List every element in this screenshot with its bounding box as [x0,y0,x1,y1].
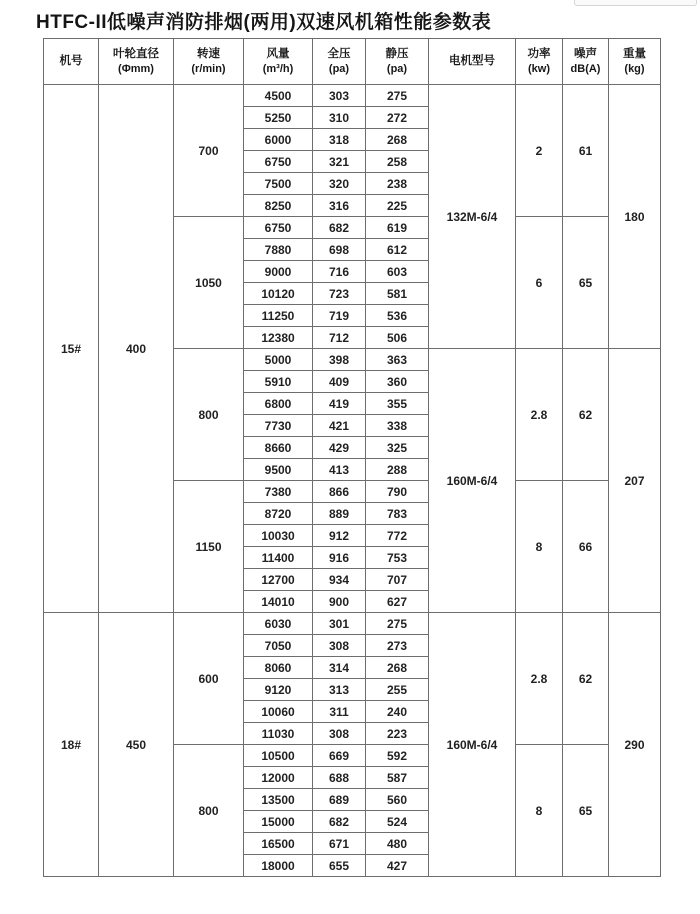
col-header-motor-model [429,39,516,85]
header-unit: (kw) [528,62,550,75]
cell-static-pressure: 560 [366,789,429,811]
cell-airflow: 10120 [244,283,313,305]
cell-static-pressure: 707 [366,569,429,591]
cell-airflow: 6000 [244,129,313,151]
cell-airflow: 8250 [244,195,313,217]
cell-airflow: 14010 [244,591,313,613]
cell-noise: 62 [563,613,609,745]
cell-speed: 800 [174,745,244,877]
cell-airflow: 7380 [244,481,313,503]
col-header-airflow [244,39,313,85]
header-label: 功率 [527,47,551,60]
col-header-speed [174,39,244,85]
cell-static-pressure: 240 [366,701,429,723]
cell-airflow: 7880 [244,239,313,261]
cell-total-pressure: 712 [313,327,366,349]
cell-power: 8 [516,745,563,877]
header-unit: (pa) [386,62,408,75]
cell-speed: 800 [174,349,244,481]
header-label: 电机型号 [449,55,495,68]
cell-airflow: 6750 [244,217,313,239]
cell-airflow: 11030 [244,723,313,745]
cell-weight: 207 [609,349,661,613]
header-unit: (kg) [624,62,645,75]
cell-total-pressure: 655 [313,855,366,877]
cell-total-pressure: 912 [313,525,366,547]
col-header-power [516,39,563,85]
cell-total-pressure: 308 [313,723,366,745]
header-label: 静压 [385,47,409,60]
cell-static-pressure: 223 [366,723,429,745]
cell-airflow: 12700 [244,569,313,591]
cell-airflow: 18000 [244,855,313,877]
cell-total-pressure: 398 [313,349,366,371]
col-header-total-pressure [313,39,366,85]
cell-airflow: 12380 [244,327,313,349]
col-header-diameter [99,39,174,85]
cell-static-pressure: 268 [366,657,429,679]
cell-noise: 65 [563,745,609,877]
cell-airflow: 13500 [244,789,313,811]
cell-airflow: 6800 [244,393,313,415]
header-unit: (Φmm) [118,62,154,75]
cell-total-pressure: 301 [313,613,366,635]
header-label: 重量 [623,47,646,60]
cell-weight: 290 [609,613,661,877]
cell-static-pressure: 288 [366,459,429,481]
cell-power: 6 [516,217,563,349]
cell-static-pressure: 225 [366,195,429,217]
cell-airflow: 9000 [244,261,313,283]
cell-static-pressure: 275 [366,613,429,635]
cell-total-pressure: 311 [313,701,366,723]
cell-motor-model: 160M-6/4 [429,349,516,613]
cell-noise: 62 [563,349,609,481]
cell-airflow: 7730 [244,415,313,437]
cell-static-pressure: 619 [366,217,429,239]
cell-airflow: 4500 [244,85,313,107]
cell-weight: 180 [609,85,661,349]
cell-noise: 65 [563,217,609,349]
top-right-artifact [574,0,697,6]
cell-total-pressure: 916 [313,547,366,569]
cell-total-pressure: 429 [313,437,366,459]
cell-static-pressure: 587 [366,767,429,789]
cell-total-pressure: 413 [313,459,366,481]
header-label: 全压 [327,47,351,60]
header-label: 风量 [266,47,290,60]
cell-motor-model: 132M-6/4 [429,85,516,349]
cell-power: 2.8 [516,349,563,481]
cell-static-pressure: 480 [366,833,429,855]
cell-airflow: 5910 [244,371,313,393]
cell-airflow: 8060 [244,657,313,679]
header-unit: (r/min) [191,62,226,75]
cell-speed: 1150 [174,481,244,613]
cell-total-pressure: 321 [313,151,366,173]
cell-airflow: 8720 [244,503,313,525]
cell-speed: 1050 [174,217,244,349]
header-label: 机号 [59,55,83,68]
cell-static-pressure: 363 [366,349,429,371]
cell-total-pressure: 310 [313,107,366,129]
cell-airflow: 6030 [244,613,313,635]
cell-static-pressure: 627 [366,591,429,613]
cell-static-pressure: 427 [366,855,429,877]
cell-airflow: 10500 [244,745,313,767]
cell-airflow: 10030 [244,525,313,547]
cell-total-pressure: 689 [313,789,366,811]
cell-static-pressure: 790 [366,481,429,503]
cell-total-pressure: 313 [313,679,366,701]
cell-diameter: 400 [99,85,174,613]
cell-static-pressure: 272 [366,107,429,129]
cell-static-pressure: 275 [366,85,429,107]
cell-static-pressure: 238 [366,173,429,195]
cell-static-pressure: 783 [366,503,429,525]
cell-airflow: 11400 [244,547,313,569]
header-unit: (m³/h) [262,62,294,75]
cell-airflow: 7500 [244,173,313,195]
cell-total-pressure: 421 [313,415,366,437]
cell-model: 15# [44,85,99,613]
cell-noise: 61 [563,85,609,217]
cell-total-pressure: 318 [313,129,366,151]
header-label: 叶轮直径 [113,47,159,60]
cell-total-pressure: 669 [313,745,366,767]
cell-total-pressure: 303 [313,85,366,107]
cell-total-pressure: 682 [313,811,366,833]
cell-total-pressure: 719 [313,305,366,327]
cell-total-pressure: 419 [313,393,366,415]
cell-total-pressure: 889 [313,503,366,525]
cell-airflow: 5000 [244,349,313,371]
col-header-model [44,39,99,85]
cell-static-pressure: 360 [366,371,429,393]
cell-total-pressure: 320 [313,173,366,195]
cell-static-pressure: 258 [366,151,429,173]
page-title: HTFC-II低噪声消防排烟(两用)双速风机箱性能参数表 [36,12,492,33]
cell-static-pressure: 325 [366,437,429,459]
cell-airflow: 12000 [244,767,313,789]
cell-power: 8 [516,481,563,613]
header-label: 噪声 [574,47,597,60]
cell-airflow: 5250 [244,107,313,129]
cell-total-pressure: 682 [313,217,366,239]
header-unit: (pa) [328,62,350,75]
cell-static-pressure: 603 [366,261,429,283]
cell-airflow: 6750 [244,151,313,173]
cell-static-pressure: 268 [366,129,429,151]
cell-static-pressure: 592 [366,745,429,767]
cell-airflow: 8660 [244,437,313,459]
cell-total-pressure: 866 [313,481,366,503]
cell-speed: 600 [174,613,244,745]
cell-airflow: 9120 [244,679,313,701]
cell-static-pressure: 581 [366,283,429,305]
cell-static-pressure: 338 [366,415,429,437]
cell-total-pressure: 314 [313,657,366,679]
cell-model: 18# [44,613,99,877]
cell-static-pressure: 506 [366,327,429,349]
cell-airflow: 16500 [244,833,313,855]
table-row [44,85,661,107]
cell-airflow: 10060 [244,701,313,723]
cell-total-pressure: 308 [313,635,366,657]
cell-power: 2.8 [516,613,563,745]
table-header [44,39,661,85]
cell-airflow: 11250 [244,305,313,327]
col-header-noise [563,39,609,85]
cell-total-pressure: 698 [313,239,366,261]
cell-static-pressure: 612 [366,239,429,261]
cell-total-pressure: 671 [313,833,366,855]
cell-noise: 66 [563,481,609,613]
cell-power: 2 [516,85,563,217]
cell-total-pressure: 316 [313,195,366,217]
cell-static-pressure: 255 [366,679,429,701]
cell-total-pressure: 688 [313,767,366,789]
header-unit: dB(A) [570,62,601,75]
cell-total-pressure: 900 [313,591,366,613]
cell-speed: 700 [174,85,244,217]
cell-static-pressure: 753 [366,547,429,569]
cell-airflow: 15000 [244,811,313,833]
cell-airflow: 9500 [244,459,313,481]
cell-static-pressure: 273 [366,635,429,657]
cell-static-pressure: 772 [366,525,429,547]
cell-motor-model: 160M-6/4 [429,613,516,877]
col-header-static-pressure [366,39,429,85]
table-row [44,613,661,635]
cell-total-pressure: 409 [313,371,366,393]
cell-total-pressure: 716 [313,261,366,283]
col-header-weight [609,39,661,85]
cell-diameter: 450 [99,613,174,877]
cell-static-pressure: 524 [366,811,429,833]
table-body [44,85,661,877]
cell-airflow: 7050 [244,635,313,657]
header-row [44,39,661,85]
cell-total-pressure: 723 [313,283,366,305]
performance-table [43,38,661,877]
header-label: 转速 [197,47,220,60]
cell-static-pressure: 355 [366,393,429,415]
cell-total-pressure: 934 [313,569,366,591]
cell-static-pressure: 536 [366,305,429,327]
